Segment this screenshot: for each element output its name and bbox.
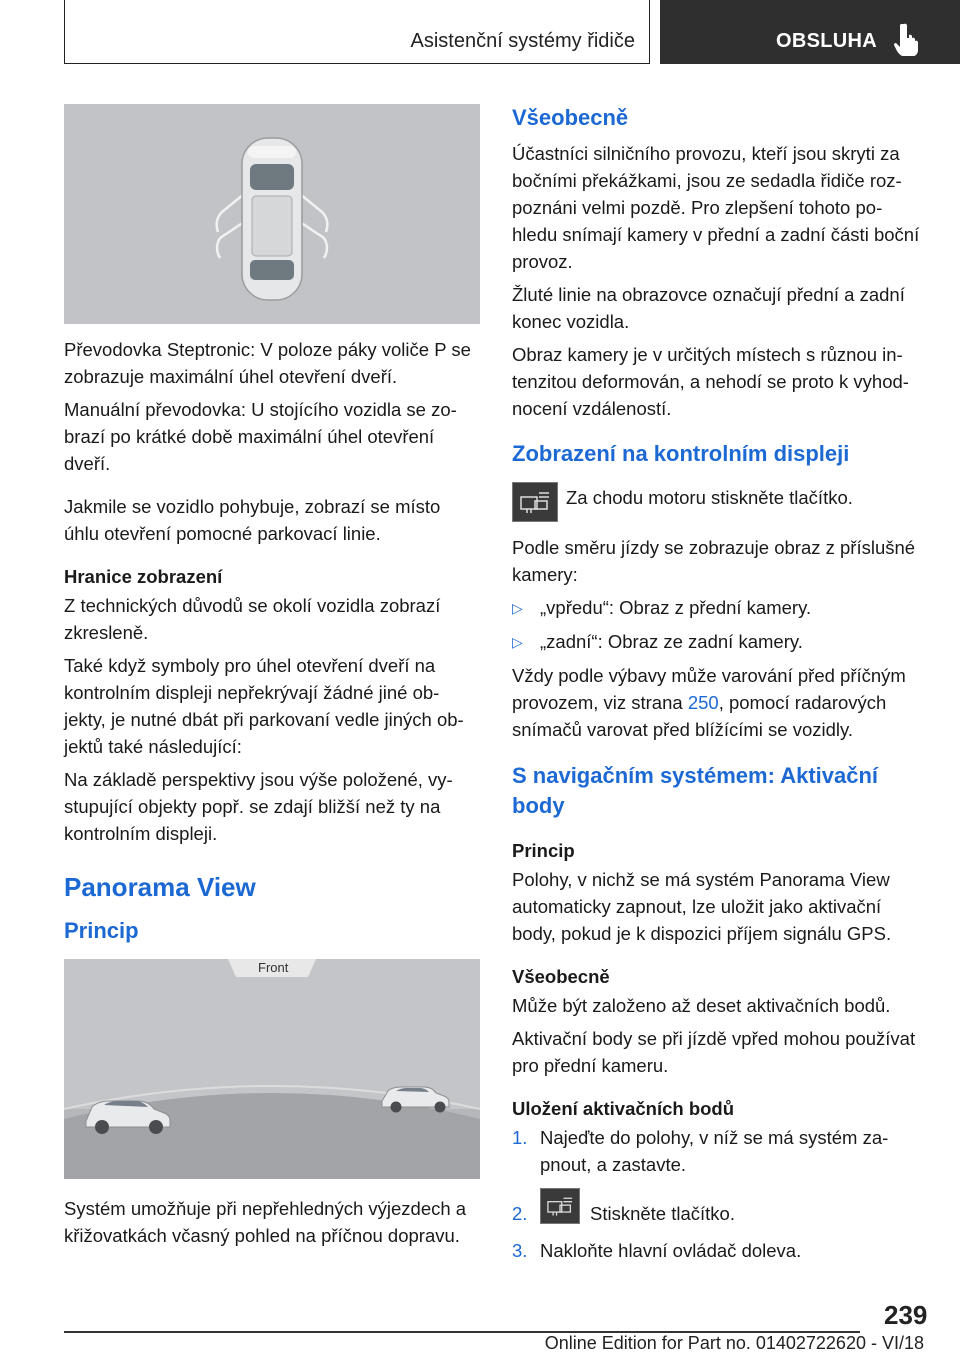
triangle-bullet-icon: ▷ xyxy=(512,634,523,650)
paragraph-text: , pomocí radarových snímačů varovat před blížícími se vozidly. xyxy=(512,692,887,740)
paragraph: Obraz kamery je v určitých místech s různou in‐tenzitou deformován, a nehodí se proto k vyhod‐nocení vzdáleností. xyxy=(512,344,909,419)
paragraph: Systém umožňuje při nepřehledných výjezdech a křižovatkách včasný pohled na příčnou dopravu. xyxy=(64,1198,467,1246)
subheading: Uložení aktivačních bodů xyxy=(512,1098,735,1119)
step-text: Stiskněte tlačítko. xyxy=(590,1203,735,1224)
list-item-text: „zadní“: Obraz ze zadní kamery. xyxy=(540,631,803,652)
chapter-tab[interactable] xyxy=(660,0,960,64)
left-column xyxy=(64,104,480,1255)
panorama-view-figure xyxy=(64,959,480,1179)
camera-button-icon[interactable] xyxy=(512,482,558,522)
right-column xyxy=(512,104,924,1274)
paragraph: Jakmile se vozidlo pohybuje, zobrazí se místo úhlu otevření pomocné parkovací linie. xyxy=(64,496,441,544)
pointing-hand-icon xyxy=(894,22,920,56)
section-title: Asistenční systémy řidiče xyxy=(410,30,635,52)
subsection-heading: Zobrazení na kontrolním displeji xyxy=(512,441,850,466)
list-item xyxy=(512,628,924,656)
button-instruction xyxy=(512,482,924,522)
paragraph: Také když symboly pro úhel otevření dveří na kontrolním displeji nepřekrývají žádné jiné ob‐jekty, je nutné dbát při parkovaní vedle jiných ob‐jektů také následující: xyxy=(64,655,464,757)
paragraph: Převodovka Steptronic: V poloze páky voliče P se zobrazuje maximální úhel otevření dveří. xyxy=(64,339,471,387)
subsection-heading: S navigačním systémem: Aktivační body xyxy=(512,763,879,818)
paragraph: Podle směru jízdy se zobrazuje obraz z příslušné kamery: xyxy=(512,537,916,585)
subheading: Všeobecně xyxy=(512,966,610,987)
subsection-heading: Všeobecně xyxy=(512,105,629,130)
step-item xyxy=(512,1124,924,1178)
paragraph: Žluté linie na obrazovce označují přední a zadní konec vozidla. xyxy=(512,284,905,332)
door-angle-figure xyxy=(64,104,480,324)
car-top-view-illustration xyxy=(64,104,480,324)
paragraph: Manuální převodovka: U stojícího vozidla se zo‐brazí po krátké době maximální úhel otevření dveří. xyxy=(64,399,457,474)
triangle-bullet-icon: ▷ xyxy=(512,600,523,616)
subheading: Hranice zobrazení xyxy=(64,566,223,587)
step-number: 3. xyxy=(512,1240,528,1261)
front-camera-label: Front xyxy=(258,960,289,975)
step-number: 1. xyxy=(512,1127,528,1148)
paragraph-text: Vždy podle výbavy může varování před příčným provozem, viz strana xyxy=(512,665,906,713)
paragraph: Z technických důvodů se okolí vozidla zobrazí zkresleně. xyxy=(64,595,441,643)
step-text: Nakloňte hlavní ovládač doleva. xyxy=(540,1240,802,1261)
list-item-text: „vpředu“: Obraz z přední kamery. xyxy=(540,597,812,618)
header-frame xyxy=(64,0,650,64)
panorama-street-illustration xyxy=(64,959,480,1179)
subheading: Princip xyxy=(512,840,575,861)
step-text: Najeďte do polohy, v níž se má systém za‐pnout, a zastavte. xyxy=(540,1127,889,1175)
paragraph: Polohy, v nichž se má systém Panorama View automaticky zapnout, lze uložit jako aktivační body, pokud je k dispozici příjem signálu GPS. xyxy=(512,869,892,944)
camera-button-icon[interactable] xyxy=(540,1188,580,1224)
paragraph: Účastníci silničního provozu, kteří jsou skryti za bočními překážkami, jsou ze sedadla řidiče roz‐poznáni velmi pozdě. Pro zlepšení tohoto po‐hledu snímají kamery v přední a zadní části boční provoz. xyxy=(512,143,920,272)
button-instruction-text: Za chodu motoru stiskněte tlačítko. xyxy=(566,487,853,508)
paragraph: Může být založeno až deset aktivačních bodů. xyxy=(512,995,891,1016)
step-item xyxy=(512,1188,924,1227)
step-number: 2. xyxy=(512,1203,528,1224)
step-item xyxy=(512,1237,924,1264)
section-heading: Panorama View xyxy=(64,872,256,902)
page-number: 239 xyxy=(884,1300,928,1330)
chapter-tab-label: OBSLUHA xyxy=(776,30,877,52)
list-item xyxy=(512,594,924,622)
edition-footer: Online Edition for Part no. 01402722620 - VI/18 xyxy=(544,1333,924,1353)
paragraph: Aktivační body se při jízdě vpřed mohou používat pro přední kameru. xyxy=(512,1028,916,1076)
subsection-heading: Princip xyxy=(64,918,139,943)
steps-list xyxy=(512,1124,924,1264)
paragraph: Na základě perspektivy jsou výše položené, vy‐stupující objekty popř. se zdají bližší než ty na kontrolním displeji. xyxy=(64,769,453,844)
page-reference-link[interactable]: 250 xyxy=(687,692,719,713)
paragraph xyxy=(512,662,924,743)
